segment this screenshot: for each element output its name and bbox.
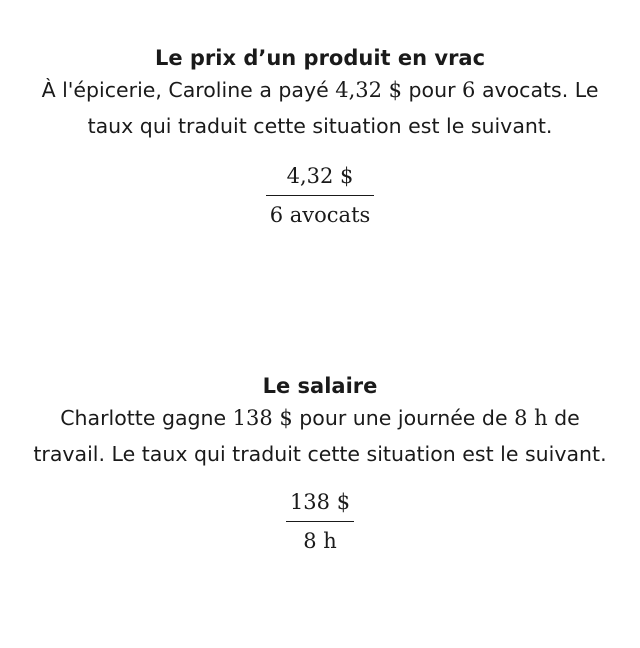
rate-fraction [286,488,354,555]
section-paragraph [30,400,610,472]
paragraph-text: pour une journée de [292,406,515,430]
paragraph-text: avocats. Le taux qui traduit cette situation est le suivant. [87,78,599,138]
amount-value: 138 $ [232,406,293,430]
count-value: 6 [462,78,476,102]
fraction-numerator: 138 $ [289,490,351,514]
paragraph-text: À l'épicerie, Caroline a payé [41,78,336,102]
price-value: 4,32 $ [335,78,403,102]
paragraph-text: Charlotte gagne [60,406,233,430]
section-title: Le salaire [262,374,378,398]
fraction-numerator: 4,32 $ [286,164,354,188]
section-bulk-price [0,44,640,229]
section-paragraph [40,72,600,144]
section-salary [0,372,640,555]
section-title: Le prix d’un produit en vrac [154,46,486,70]
rate-fraction [266,162,375,229]
hours-value: 8 h [514,406,548,430]
paragraph-text: pour [402,78,463,102]
fraction-denominator: 8 h [303,529,337,553]
paragraph-text: de travail. Le taux qui traduit cette situation est le suivant. [33,406,607,466]
fraction-denominator: 6 avocats [269,203,371,227]
